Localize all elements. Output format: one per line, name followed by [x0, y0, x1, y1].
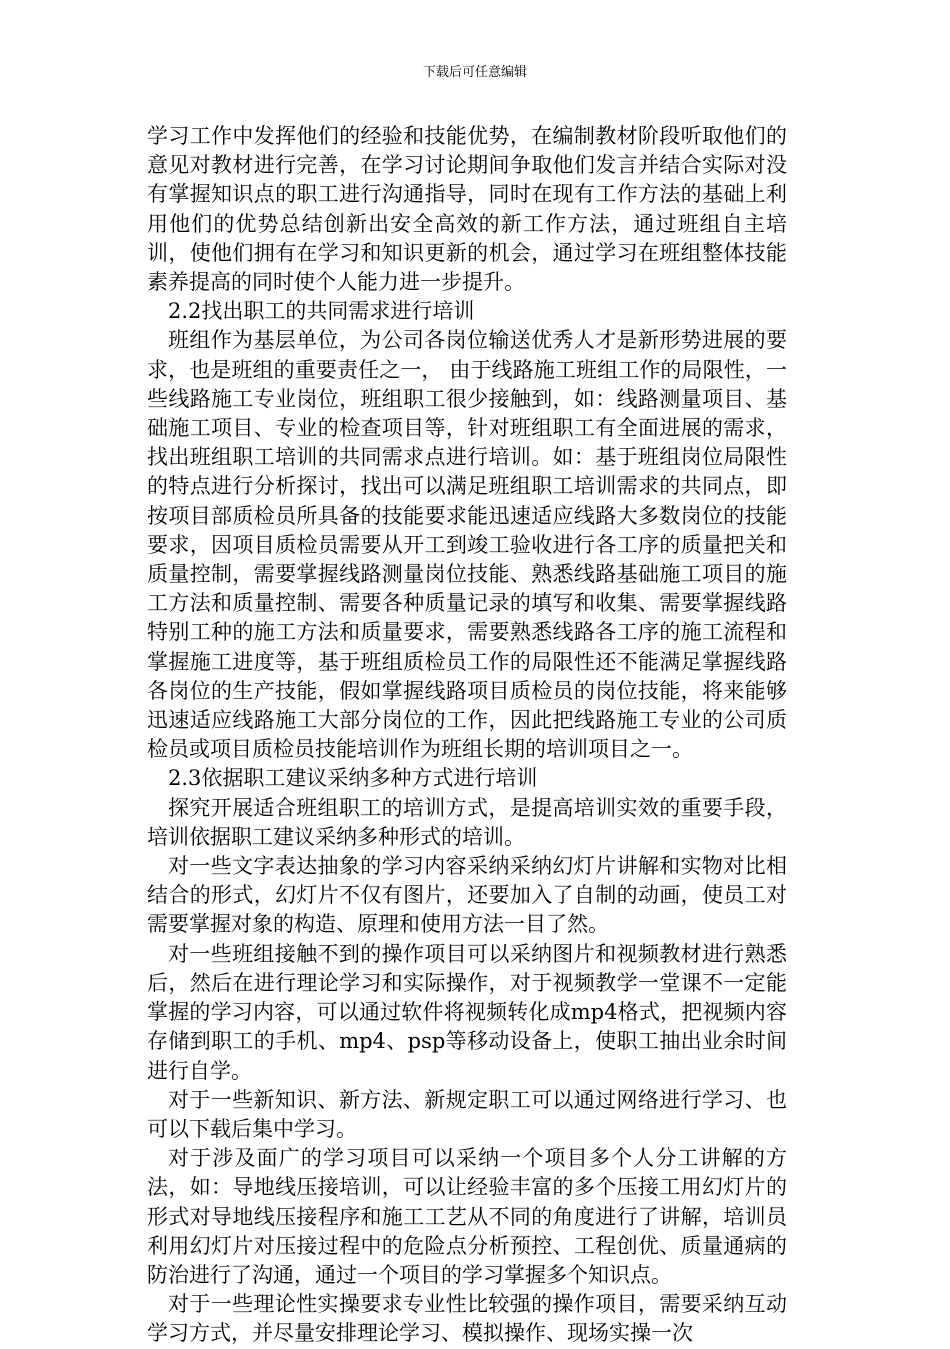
paragraph-interactive: 对于一些理论性实操要求专业性比较强的操作项目，需要采纳互动学习方式，并尽量安排理论学习、模拟操作、现场实操一次 — [147, 1292, 787, 1346]
paragraph-multi-person: 对于涉及面广的学习项目可以采纳一个项目多个人分工讲解的方法，如：导地线压接培训，可以让经验丰富的多个压接工用幻灯片的形式对导地线压接程序和施工工艺从不同的角度进行了讲解，培训员利用幻灯片对压接过程中的危险点分析预控、工程创优、质量通病的防治进行了沟通，通过一个项目的学习掌握多个知识点。 — [147, 1146, 787, 1287]
paragraph-video: 对一些班组接触不到的操作项目可以采纳图片和视频教材进行熟悉后，然后在进行理论学习和实际操作，对于视频教学一堂课不一定能掌握的学习内容，可以通过软件将视频转化成mp4格式，把视频内容存储到职工的手机、mp4、psp等移动设备上，使职工抽出业余时间进行自学。 — [147, 941, 787, 1083]
document-body — [147, 122, 787, 1349]
section-heading-2-3: 2.3依据职工建议采纳多种方式进行培训 — [168, 766, 538, 791]
paragraph-slides: 对一些文字表达抽象的学习内容采纳采纳幻灯片讲解和实物对比相结合的形式，幻灯片不仅有图片，还要加入了自制的动画，使员工对需要掌握对象的构造、原理和使用方法一目了然。 — [147, 854, 787, 937]
page-header: 下载后可任意编辑 — [422, 65, 527, 80]
paragraph-continuation: 学习工作中发挥他们的经验和技能优势，在编制教材阶段听取他们的意见对教材进行完善，在学习讨论期间争取他们发言并结合实际对没有掌握知识点的职工进行沟通指导，同时在现有工作方法的基础上利用他们的优势总结创新出安全高效的新工作方法，通过班组自主培训，使他们拥有在学习和知识更新的机会，通过学习在班组整体技能素养提高的同时使个人能力进一步提升。 — [147, 124, 787, 295]
paragraph-common-needs: 班组作为基层单位，为公司各岗位输送优秀人才是新形势进展的要求，也是班组的重要责任之一， 由于线路施工班组工作的局限性，一些线路施工专业岗位，班组职工很少接触到，如：线路测量项目、基础施工项目、专业的检查项目等，针对班组职工有全面进展的需求，找出班组职工培训的共同需求点进行培训。如：基于班组岗位局限性的特点进行分析探讨，找出可以满足班组职工培训需求的共同点，即按项目部质检员所具备的技能要求能迅速适应线路大多数岗位的技能要求，因项目质检员需要从开工到竣工验收进行各工序的质量把关和质量控制，需要掌握线路测量岗位技能、熟悉线路基础施工项目的施工方法和质量控制、需要各种质量记录的填写和收集、需要掌握线路特别工种的施工方法和质量要求，需要熟悉线路各工序的施工流程和掌握施工进度等，基于班组质检员工作的局限性还不能满足掌握线路各岗位的生产技能，假如掌握线路项目质检员的岗位技能，将来能够迅速适应线路施工大部分岗位的工作，因此把线路施工专业的公司质检员或项目质检员技能培训作为班组长期的培训项目之一。 — [147, 328, 787, 762]
paragraph-network: 对于一些新知识、新方法、新规定职工可以通过网络进行学习、也可以下载后集中学习。 — [147, 1087, 787, 1141]
section-heading-2-2: 2.2找出职工的共同需求进行培训 — [168, 299, 475, 324]
paragraph-training-methods: 探究开展适合班组职工的培训方式，是提高培训实效的重要手段，培训依据职工建议采纳多种形式的培训。 — [147, 795, 787, 849]
